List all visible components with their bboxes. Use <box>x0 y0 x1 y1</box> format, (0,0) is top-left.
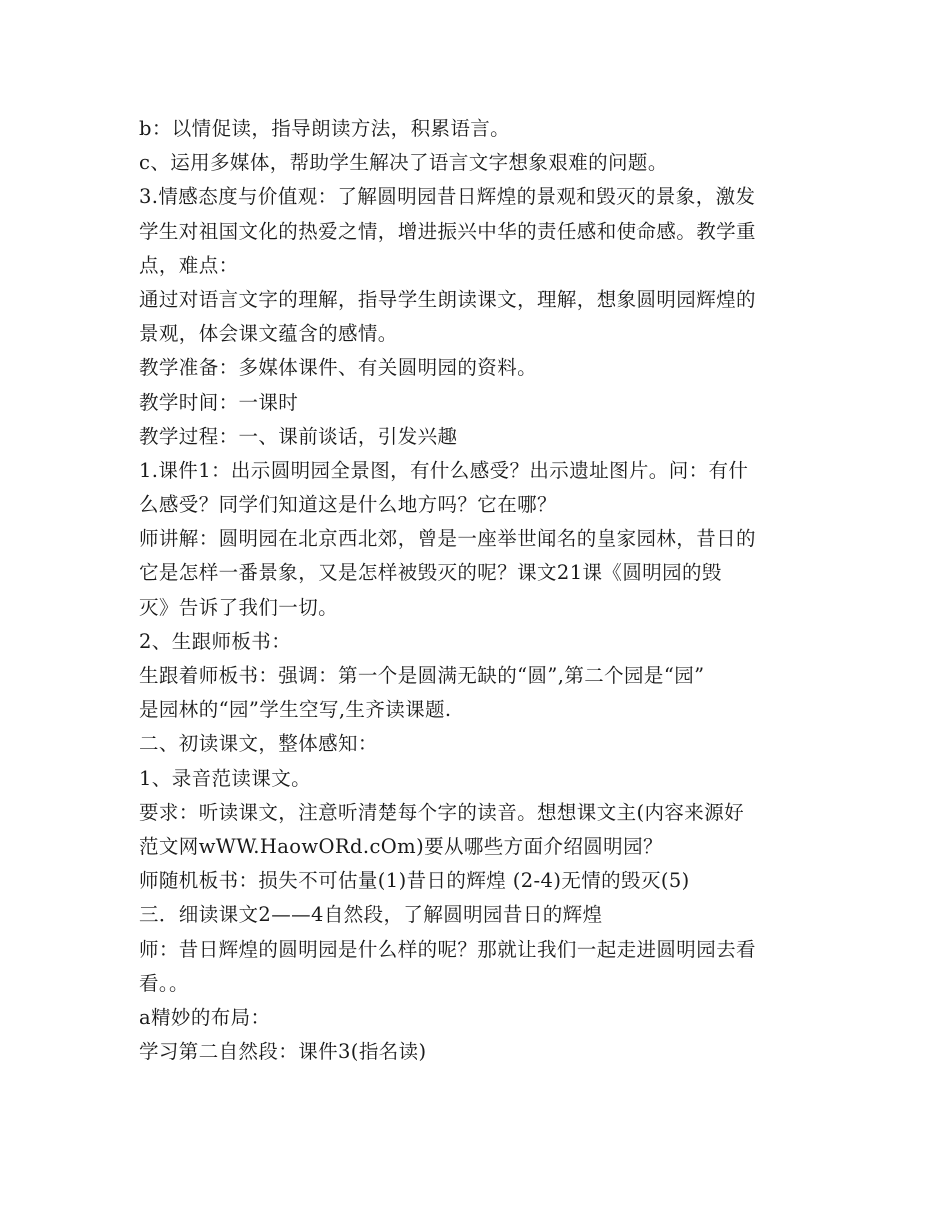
text-line-9: 教学时间：一课时 <box>139 390 299 414</box>
text-line-24: 三．细读课文2——4自然段，了解圆明园昔日的辉煌 <box>139 903 603 927</box>
text-line-25: 师：昔日辉煌的圆明园是什么样的呢？那就让我们一起走进圆明园去看 <box>139 937 756 961</box>
text-line-28: 学习第二自然段：课件3(指名读) <box>139 1040 427 1064</box>
text-line-15: 灭》告诉了我们一切。 <box>139 595 339 619</box>
text-line-2: c、运用多媒体，帮助学生解决了语言文字想象艰难的问题。 <box>139 151 668 175</box>
text-line-14: 它是怎样一番景象，又是怎样被毁灭的呢？课文21课《圆明园的毁 <box>139 561 722 585</box>
text-line-19: 二、初读课文，整体感知： <box>139 732 378 756</box>
text-line-12: 么感受？同学们知道这是什么地方吗？它在哪？ <box>139 493 557 517</box>
text-line-6: 通过对语言文字的理解，指导学生朗读课文，理解，想象圆明园辉煌的 <box>139 287 756 311</box>
text-line-1: b：以情促读，指导朗读方法，积累语言。 <box>139 117 511 140</box>
text-line-26: 看。。 <box>139 971 189 995</box>
text-line-20: 1、录音范读课文。 <box>139 766 312 790</box>
text-line-8: 教学准备：多媒体课件、有关圆明园的资料。 <box>139 356 538 380</box>
text-line-21: 要求：听读课文，注意听清楚每个字的读音。想想课文主(内容来源好 <box>139 800 745 824</box>
text-line-27: a精妙的布局： <box>139 1005 271 1029</box>
text-line-22: 范文网wWW.HaowORd.cOm)要从哪些方面介绍圆明园？ <box>139 834 663 858</box>
text-line-23: 师随机板书：损失不可估量(1)昔日的辉煌 (2-4)无情的毁灭(5) <box>139 869 690 893</box>
text-line-13: 师讲解：圆明园在北京西北郊，曾是一座举世闻名的皇家园林，昔日的 <box>139 527 756 551</box>
text-line-18: 是园林的“园”学生空写,生齐读课题. <box>139 698 452 722</box>
text-line-4: 学生对祖国文化的热爱之情，增进振兴中华的责任感和使命感。教学重 <box>139 219 756 243</box>
text-line-11: 1.课件1：出示圆明园全景图，有什么感受？出示遗址图片。问：有什 <box>139 458 749 482</box>
text-line-5: 点，难点： <box>139 253 239 277</box>
text-line-17: 生跟着师板书：强调：第一个是圆满无缺的“圆”,第二个园是“园” <box>139 664 705 687</box>
text-line-16: 2、生跟师板书： <box>139 629 292 653</box>
text-line-10: 教学过程：一、课前谈话，引发兴趣 <box>139 424 458 448</box>
text-line-3: 3.情感态度与价值观：了解圆明园昔日辉煌的景观和毁灭的景象，激发 <box>139 185 756 209</box>
text-line-7: 景观，体会课文蕴含的感情。 <box>139 322 398 346</box>
